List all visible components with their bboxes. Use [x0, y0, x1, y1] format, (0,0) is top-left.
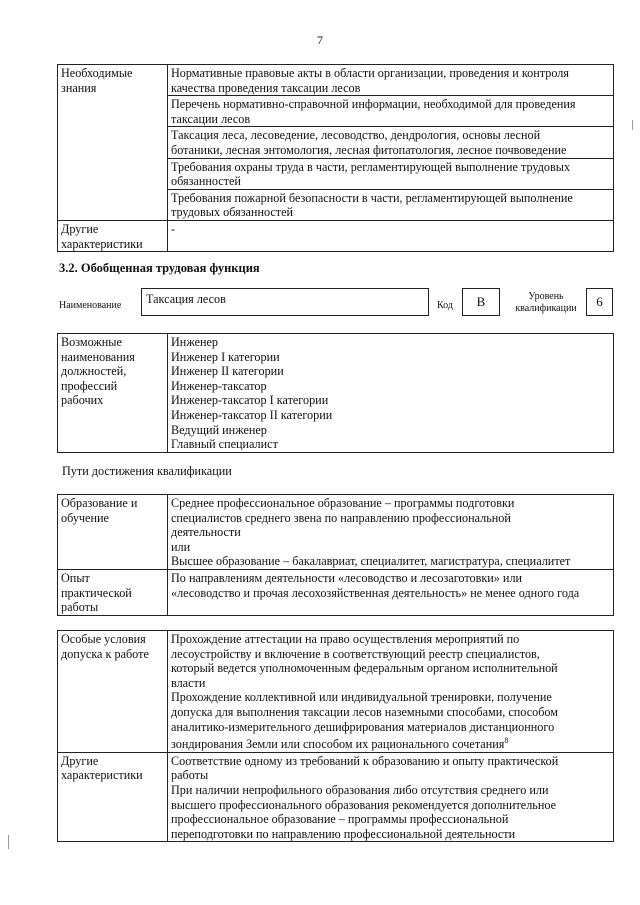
value-line: По направлениям деятельности «лесоводство и лесозаготовки» или — [171, 570, 523, 585]
scan-edge-mark — [8, 835, 9, 849]
label-line: работы — [61, 600, 99, 615]
level-value-box: 6 — [586, 288, 613, 316]
item-line: - — [171, 221, 176, 236]
position-item: Инженер — [171, 335, 219, 349]
positions-table — [57, 333, 614, 453]
label-line: профессий — [61, 378, 118, 393]
value-line: Среднее профессиональное образование – программы подготовки — [171, 496, 515, 510]
value-line: деятельности — [171, 525, 241, 540]
item-line: Перечень нормативно-справочной информации, необходимой для проведения — [171, 97, 576, 112]
level-label — [513, 291, 579, 315]
value-line: власти — [171, 675, 206, 690]
position-item: Ведущий инженер — [171, 422, 267, 437]
value-line: работы — [171, 768, 209, 783]
scan-edge-mark — [632, 120, 633, 130]
value-line — [171, 734, 610, 752]
positions-label-cell — [58, 334, 168, 453]
position-item: Инженер-таксатор II категории — [171, 407, 333, 422]
positions-list-cell — [168, 334, 614, 453]
value-line: лесоустройству и включение в соответствующий реестр специалистов, — [171, 646, 540, 661]
label-line: характеристики — [61, 236, 143, 251]
other-characteristics-value-cell — [168, 752, 614, 842]
label-line: должностей, — [61, 364, 127, 379]
value-line: Высшее образование – бакалавриат, специалитет, магистратура, специалитет — [171, 554, 571, 569]
label-line: Другие — [61, 221, 99, 236]
value-line: профессиональное образование – программы профессиональной — [171, 812, 509, 827]
item-line: Требования пожарной безопасности в части, регламентирующей выполнение — [171, 190, 573, 205]
label-line: рабочих — [61, 393, 104, 408]
experience-value-cell — [168, 569, 614, 615]
other-characteristics-label-cell — [58, 220, 168, 251]
label-line: Возможные — [61, 335, 122, 349]
item-line: таксации лесов — [171, 111, 251, 126]
knowledge-item — [168, 158, 614, 189]
item-line: Нормативные правовые акты в области организации, проведения и контроля — [171, 66, 569, 80]
knowledge-item — [168, 189, 614, 220]
value-line: или — [171, 539, 191, 554]
value-line: При наличии непрофильного образования либо отсутствия среднего или — [171, 783, 549, 797]
special-conditions-value-cell — [168, 631, 614, 753]
value-line: Соответствие одному из требований к образованию и опыту практической — [171, 753, 559, 768]
value-line: специалистов среднего звена по направлению профессиональной — [171, 510, 511, 525]
name-value-box: Таксация лесов — [141, 288, 429, 316]
value-line: который ведется уполномоченным федеральным органом исполнительной — [171, 661, 558, 676]
knowledge-item — [168, 96, 614, 127]
label-line: Опыт — [61, 570, 90, 585]
item-line: качества проведения таксации лесов — [171, 80, 361, 95]
other-characteristics-value — [168, 220, 614, 251]
level-label-line: Уровень — [528, 291, 564, 302]
section-heading: 3.2. Обобщенная трудовая функция — [59, 261, 260, 275]
knowledge-item — [168, 65, 614, 96]
value-line: Прохождение аттестации на право осуществления мероприятий по — [171, 632, 520, 646]
footnote-marker: 8 — [504, 736, 509, 746]
label-line: наименования — [61, 349, 135, 364]
knowledge-item — [168, 127, 614, 158]
knowledge-table — [57, 64, 614, 252]
value-line: «лесоводство и прочая лесохозяйственная деятельность» не менее одного года — [171, 585, 580, 600]
position-item: Инженер I категории — [171, 349, 280, 364]
item-line: ботаники, лесная энтомология, лесная фитопатология, лесное почвоведение — [171, 142, 567, 157]
item-line: трудовых обязанностей — [171, 205, 294, 220]
qualification-paths-title: Пути достижения квалификации — [62, 464, 232, 478]
item-line: Таксация леса, лесоведение, лесоводство, дендрология, основы лесной — [171, 128, 541, 143]
position-item: Инженер-таксатор — [171, 378, 267, 393]
item-line: Требования охраны труда в части, регламентирующей выполнение трудовых — [171, 159, 571, 174]
item-line: обязанностей — [171, 174, 241, 189]
knowledge-label-cell — [58, 65, 168, 221]
special-conditions-label-cell — [58, 631, 168, 753]
label-line: Особые условия — [61, 632, 146, 646]
value-line: допуска для выполнения таксации лесов наземными способами, способом — [171, 704, 558, 719]
conditions-table — [57, 630, 614, 842]
label-line: характеристики — [61, 768, 143, 783]
name-label: Наименование — [59, 300, 122, 311]
page-number: 7 — [317, 33, 323, 47]
education-value-cell — [168, 495, 614, 570]
label-line: Образование и — [61, 496, 138, 510]
experience-label-cell — [58, 569, 168, 615]
value-line: переподготовки по направлению профессиональной деятельности — [171, 826, 516, 841]
code-label: Код — [437, 300, 453, 311]
value-line-text: зондирования Земли или способом их рационального сочетания — [171, 737, 505, 752]
label-line: допуска к работе — [61, 646, 149, 661]
label-line: знания — [61, 80, 97, 95]
education-label-cell — [58, 495, 168, 570]
position-item: Главный специалист — [171, 437, 278, 452]
value-line: Прохождение коллективной или индивидуальной тренировки, получение — [171, 690, 552, 705]
level-label-line: квалификации — [515, 303, 577, 314]
value-line: аналитико-измерительного дешифрирования материалов дистанционного — [171, 719, 555, 734]
code-value-box: B — [462, 288, 500, 316]
label-line: практической — [61, 585, 132, 600]
value-line: высшего профессионального образования рекомендуется дополнительное — [171, 797, 557, 812]
position-item: Инженер II категории — [171, 364, 284, 379]
other-characteristics-label-cell — [58, 752, 168, 842]
position-item: Инженер-таксатор I категории — [171, 393, 329, 408]
label-line: обучение — [61, 510, 109, 525]
education-table — [57, 494, 614, 616]
label-line: Необходимые — [61, 66, 133, 80]
label-line: Другие — [61, 753, 99, 768]
